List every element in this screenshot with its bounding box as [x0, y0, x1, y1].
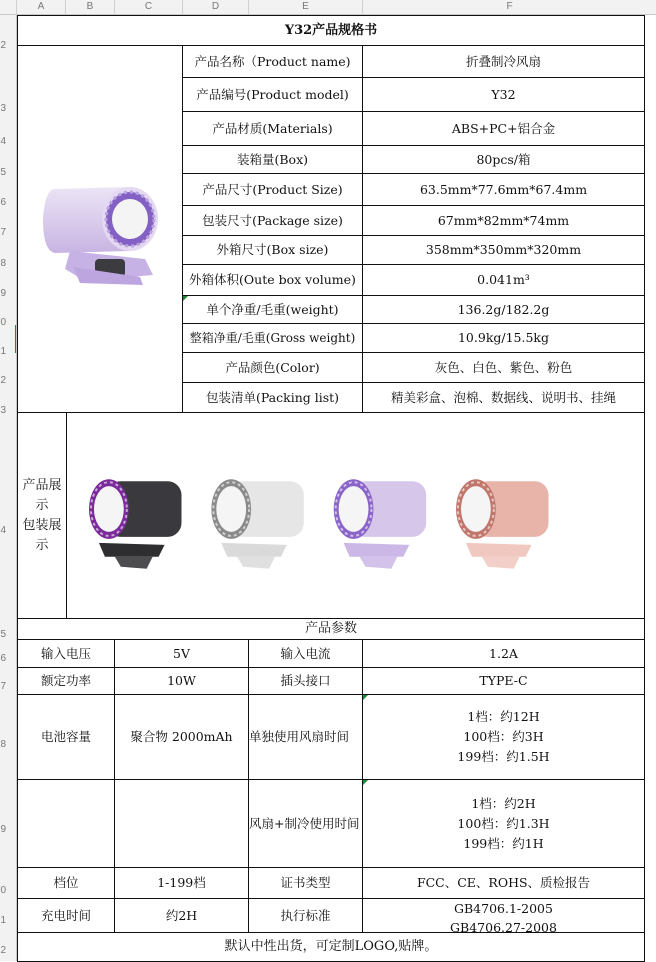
- fan-cool-gear-100: 100档：约1.3H: [457, 815, 550, 831]
- battery-value[interactable]: 聚合物 2000mAh: [114, 694, 249, 780]
- row-number[interactable]: 8: [0, 739, 6, 750]
- row-number[interactable]: 9: [0, 288, 6, 299]
- footer-note[interactable]: 默认中性出货，可定制LOGO,贴牌。: [17, 932, 645, 962]
- port-value[interactable]: TYPE-C: [362, 667, 645, 695]
- spec-label[interactable]: 产品颜色(Color): [182, 352, 363, 383]
- cert-label[interactable]: 证书类型: [248, 867, 363, 899]
- column-header-bar: [0, 0, 656, 15]
- row-number[interactable]: 9: [0, 824, 6, 835]
- spec-value[interactable]: 358mm*350mm*320mm: [362, 235, 645, 265]
- corner-cell[interactable]: [0, 0, 17, 14]
- column-header-a[interactable]: A: [17, 0, 66, 14]
- spec-label[interactable]: 产品编号(Product model): [182, 77, 363, 112]
- cert-value[interactable]: FCC、CE、ROHS、质检报告: [362, 867, 645, 899]
- row-number[interactable]: 4: [0, 136, 6, 147]
- power-label[interactable]: 额定功率: [17, 667, 115, 695]
- spec-label[interactable]: 装箱量(Box): [182, 145, 363, 174]
- fan-only-gear-100: 100档：约3H: [463, 729, 544, 744]
- standard-label[interactable]: 执行标准: [248, 898, 363, 933]
- spec-label[interactable]: 外箱尺寸(Box size): [182, 235, 363, 265]
- row-number[interactable]: 0: [0, 317, 6, 328]
- fan-only-time-label[interactable]: 单独使用风扇时间: [248, 694, 363, 780]
- row-number[interactable]: 2: [0, 375, 6, 386]
- row-number[interactable]: 3: [0, 405, 6, 416]
- spec-label[interactable]: 产品尺寸(Product Size): [182, 173, 363, 206]
- spec-value[interactable]: 灰色、白色、紫色、粉色: [362, 352, 645, 383]
- battery-label[interactable]: 电池容量: [17, 694, 115, 780]
- fan-variant-1: [89, 479, 182, 569]
- fan-cool-time-label[interactable]: 风扇+制冷使用时间: [248, 779, 363, 868]
- gear-value[interactable]: 1-199档: [114, 867, 249, 899]
- spec-label[interactable]: 产品名称（Product name): [182, 45, 363, 78]
- display-label-line: 示: [35, 537, 49, 553]
- spec-value[interactable]: 80pcs/箱: [362, 145, 645, 174]
- fan-cool-gear-199: 199档：约1H: [463, 835, 544, 851]
- row-number[interactable]: 3: [0, 103, 6, 114]
- spec-label[interactable]: 外箱体积(Oute box volume): [182, 264, 363, 296]
- fan-variant-3: [334, 479, 427, 569]
- spec-label[interactable]: 产品材质(Materials): [182, 111, 363, 146]
- row-number[interactable]: 5: [0, 167, 6, 178]
- empty-cell[interactable]: [17, 779, 115, 868]
- standard-line: GB4706.27-2008: [450, 920, 557, 933]
- row-number[interactable]: 6: [0, 653, 6, 664]
- fan-cool-gear-1: 1档：约2H: [471, 795, 536, 811]
- voltage-value[interactable]: 5V: [114, 639, 249, 668]
- row-number[interactable]: 6: [0, 197, 6, 208]
- voltage-label[interactable]: 输入电压: [17, 639, 115, 668]
- gear-label[interactable]: 档位: [17, 867, 115, 899]
- fan-only-gear-199: 199档：约1.5H: [457, 749, 550, 764]
- spec-label[interactable]: 整箱净重/毛重(Gross weight): [182, 323, 363, 353]
- spec-value[interactable]: 折叠制冷风扇: [362, 45, 645, 78]
- current-label[interactable]: 输入电流: [248, 639, 363, 668]
- spec-label[interactable]: 包装尺寸(Package size): [182, 205, 363, 236]
- power-value[interactable]: 10W: [114, 667, 249, 695]
- product-image-cell[interactable]: [17, 45, 183, 413]
- row-number[interactable]: 0: [0, 885, 6, 896]
- comment-marker: [363, 695, 368, 700]
- product-color-variants: [87, 451, 644, 581]
- column-header-e[interactable]: E: [249, 0, 363, 14]
- display-label-line: 包装展: [22, 517, 62, 533]
- display-label-line: 产品展: [22, 477, 62, 493]
- row-number[interactable]: 2: [0, 40, 6, 51]
- params-header[interactable]: 产品参数: [17, 618, 645, 640]
- fan-only-gear-1: 1档：约12H: [467, 709, 540, 724]
- spec-value[interactable]: 63.5mm*77.6mm*67.4mm: [362, 173, 645, 206]
- page-title[interactable]: Y32产品规格书: [17, 15, 645, 46]
- comment-marker: [363, 780, 368, 785]
- empty-cell[interactable]: [114, 779, 249, 868]
- row-number[interactable]: 2: [0, 945, 6, 956]
- row-number[interactable]: 7: [0, 681, 6, 692]
- column-header-f[interactable]: F: [506, 1, 513, 12]
- fan-variant-4: [456, 479, 549, 569]
- spec-value[interactable]: 67mm*82mm*74mm: [362, 205, 645, 236]
- fan-only-time-value[interactable]: [362, 694, 645, 780]
- row-number[interactable]: 5: [0, 629, 6, 640]
- spec-value[interactable]: Y32: [362, 77, 645, 112]
- charge-time-value[interactable]: 约2H: [114, 898, 249, 933]
- row-number[interactable]: 7: [0, 227, 6, 238]
- spec-value[interactable]: 精美彩盒、泡棉、数据线、说明书、挂绳: [362, 382, 645, 413]
- product-display-images[interactable]: [66, 412, 645, 619]
- column-header-c[interactable]: C: [115, 0, 183, 14]
- charge-time-label[interactable]: 充电时间: [17, 898, 115, 933]
- fan-cool-time-value[interactable]: [362, 779, 645, 868]
- standard-line: GB4706.1-2005: [454, 901, 553, 916]
- spec-label[interactable]: 单个净重/毛重(weight): [182, 295, 363, 324]
- product-display-label[interactable]: [17, 412, 67, 619]
- spec-value[interactable]: 0.041m³: [362, 264, 645, 296]
- display-label-line: 示: [35, 497, 49, 513]
- spec-value[interactable]: 10.9kg/15.5kg: [362, 323, 645, 353]
- standard-value[interactable]: [362, 898, 645, 933]
- comment-marker: [183, 296, 188, 301]
- row-number[interactable]: 4: [0, 525, 6, 536]
- port-label[interactable]: 插头接口: [248, 667, 363, 695]
- product-image: [35, 159, 165, 299]
- spec-label[interactable]: 包装清单(Packing list): [182, 382, 363, 413]
- fan-variant-2: [211, 479, 304, 569]
- column-header-b[interactable]: B: [66, 0, 115, 14]
- current-value[interactable]: 1.2A: [362, 639, 645, 668]
- spec-value[interactable]: 136.2g/182.2g: [362, 295, 645, 324]
- column-header-d[interactable]: D: [183, 0, 249, 14]
- row-header-bar: [0, 15, 17, 961]
- row-number[interactable]: 8: [0, 258, 6, 269]
- row-number[interactable]: 1: [0, 346, 6, 357]
- row-number[interactable]: 1: [0, 915, 6, 926]
- spec-value[interactable]: ABS+PC+铝合金: [362, 111, 645, 146]
